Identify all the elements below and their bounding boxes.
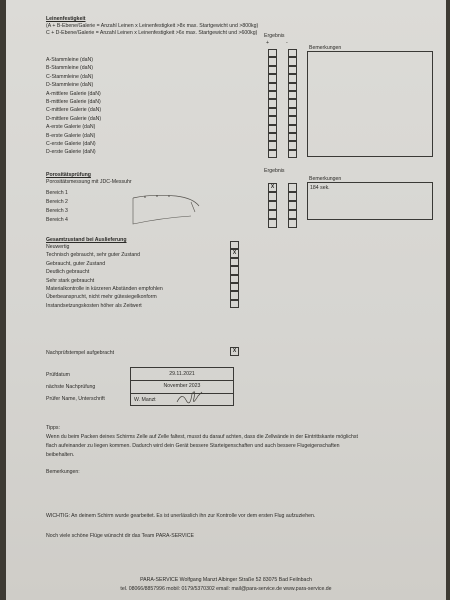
line-cell-col2-row5 <box>288 83 297 91</box>
wing-profile-sketch <box>131 188 203 228</box>
porosity-cell-col2-row4 <box>288 210 297 219</box>
line-item-8: D-mittlere Galerie (daN) <box>46 115 102 122</box>
condition-cell-col1-row8 <box>230 300 239 308</box>
condition-item-7: Überbeansprucht, nicht mehr gütesiegelkonform <box>46 294 157 301</box>
condition-cell-col1-row3 <box>230 258 239 266</box>
next-inspection-label: nächste Nachprüfung <box>46 384 96 390</box>
section-title-line-strength: Leinenfestigkeit <box>46 16 86 22</box>
line-cell-col2-row6 <box>288 91 297 99</box>
porosity-cell-col1-row4 <box>268 210 277 219</box>
porosity-cell-col1-row5 <box>268 219 277 228</box>
closing-text: Noch viele schöne Flüge wünscht dir das Team PARA-SERVICE <box>46 533 194 539</box>
line-item-4: D-Stammleine (daN) <box>46 82 94 89</box>
line-cell-col1-row7 <box>268 99 277 107</box>
tips-label: Tipps: <box>46 425 60 431</box>
line-item-5: A-mittlere Galerie (daN) <box>46 90 101 97</box>
porosity-area-4: Bereich 4 <box>46 217 68 223</box>
line-item-3: C-Stammleine (daN) <box>46 73 94 80</box>
inspection-report-page <box>6 0 446 600</box>
porosity-area-1: Bereich 1 <box>46 190 68 196</box>
condition-cell-col1-row5 <box>230 275 239 283</box>
line-cell-col2-row4 <box>288 74 297 82</box>
condition-cell-col1-row4 <box>230 266 239 274</box>
inspector-label: Prüfer Name, Unterschrift <box>46 396 105 402</box>
line-cell-col1-row6 <box>268 91 277 99</box>
line-cell-col2-row3 <box>288 66 297 74</box>
line-remarks-box <box>307 51 433 157</box>
porosity-cell-col1-row3 <box>268 201 277 210</box>
inspector-value: W. Manzt <box>134 397 156 403</box>
line-cell-col1-row1 <box>268 49 277 57</box>
line-cell-col2-row13 <box>288 150 297 158</box>
porosity-cell-col1-row2 <box>268 192 277 201</box>
result-header: Ergebnis <box>264 33 285 39</box>
porosity-mark: X <box>270 184 275 190</box>
line-cell-col1-row2 <box>268 57 277 65</box>
tips-line-3: beibehalten. <box>46 452 75 458</box>
header-line-2: C + D-Ebene/Galerie = Anzahl Leinen x Leinenfestigkeit >6x max. Startgewicht und >600kg) <box>46 30 258 36</box>
line-cell-col1-row5 <box>268 83 277 91</box>
remarks-header: Bemerkungen <box>309 45 342 51</box>
inspection-table-divider-1 <box>130 380 234 381</box>
condition-mark: X <box>232 250 237 256</box>
condition-item-1: Neuwertig <box>46 244 70 250</box>
tips-line-1: Wenn du beim Packen deines Schirms Zelle auf Zelle faltest, musst du darauf achten, dass die Zellwände in der Eintrittskante möglichst <box>46 434 358 440</box>
footer-line-1: PARA-SERVICE Wolfgang Manzt Albinger Straße 52 83075 Bad Feilnbach <box>140 577 312 583</box>
line-item-12: D-erste Galerie (daN) <box>46 149 96 156</box>
porosity-area-2: Bereich 2 <box>46 199 68 205</box>
next-inspection-value: November 2023 <box>163 383 201 389</box>
line-item-2: B-Stammleine (daN) <box>46 65 93 72</box>
line-item-1: A-Stammleine (daN) <box>46 57 93 63</box>
condition-cell-col1-row1 <box>230 241 239 249</box>
plus-header: + <box>266 40 270 46</box>
line-item-11: C-erste Galerie (daN) <box>46 141 96 147</box>
porosity-remarks-header: Bemerkungen <box>309 176 342 182</box>
line-cell-col1-row13 <box>268 150 277 158</box>
remarks-label: Bemerkungen: <box>46 469 80 475</box>
condition-cell-col1-row6 <box>230 283 239 291</box>
line-item-7: C-mittlere Galerie (daN) <box>46 107 102 114</box>
porosity-result-header: Ergebnis <box>264 168 285 174</box>
porosity-cell-col2-row1 <box>288 183 297 192</box>
line-cell-col1-row8 <box>268 108 277 116</box>
line-cell-col2-row10 <box>288 125 297 133</box>
signature-scribble <box>174 386 204 408</box>
line-cell-col1-row12 <box>268 141 277 149</box>
line-cell-col1-row4 <box>268 74 277 82</box>
section-title-condition: Gesamtzustand bei Auslieferung <box>46 237 127 243</box>
line-cell-col1-row3 <box>268 66 277 74</box>
line-cell-col2-row11 <box>288 133 297 141</box>
line-cell-col2-row12 <box>288 141 297 149</box>
header-line-1: (A + B-Ebene/Galerie = Anzahl Leinen x Leinenfestigkeit >8x max. Startgewicht und >800kg) <box>46 23 259 29</box>
footer-line-2: tel. 08066/8857996 mobil: 0179/5370302 email: mail@para-service.de www.para-service.de <box>120 586 332 592</box>
stamp-label: Nachprüfstempel aufgebracht <box>46 350 115 356</box>
porosity-cell-col2-row2 <box>288 192 297 201</box>
porosity-cell-col2-row3 <box>288 201 297 210</box>
porosity-remark-value: 184 sek. <box>310 185 330 191</box>
line-cell-col1-row10 <box>268 125 277 133</box>
stamp-mark: X <box>232 348 237 354</box>
condition-item-3: Gebraucht, guter Zustand <box>46 260 106 267</box>
porosity-area-3: Bereich 3 <box>46 208 68 214</box>
line-cell-col2-row7 <box>288 99 297 107</box>
line-item-9: A-erste Galerie (daN) <box>46 124 96 131</box>
condition-cell-col1-row7 <box>230 291 239 299</box>
line-cell-col1-row9 <box>268 116 277 124</box>
line-cell-col1-row11 <box>268 133 277 141</box>
line-cell-col2-row8 <box>288 108 297 116</box>
inspection-date-value: 29.11.2021 <box>169 371 195 377</box>
condition-item-2: Technisch gebraucht, sehr guter Zustand <box>46 252 141 259</box>
condition-item-6: Materialkontrolle in kürzeren Abständen empfohlen <box>46 286 163 292</box>
condition-item-5: Sehr stark gebraucht <box>46 277 95 284</box>
warning-text: WICHTIG: An deinem Schirm wurde gearbeitet. Es ist unerlässlich ihn zur Kontrolle vor dem ersten Flug aufzuziehen. <box>46 513 316 519</box>
condition-item-4: Deutlich gebraucht <box>46 269 90 276</box>
porosity-subtitle: Porositätsmessung mit JDC-Messuhr <box>46 179 132 185</box>
tips-line-2: flach aufeinander zu liegen kommen. Dadurch wird dein Gerät bessere Starteigenschaften und auch bessere Flugeigenschaften <box>46 443 340 449</box>
line-item-6: B-mittlere Galerie (daN) <box>46 99 101 105</box>
minus-header: - <box>286 40 288 46</box>
porosity-cell-col2-row5 <box>288 219 297 228</box>
line-cell-col2-row2 <box>288 57 297 65</box>
line-cell-col2-row9 <box>288 116 297 124</box>
section-title-porosity: Porositätsprüfung <box>46 172 91 178</box>
line-item-10: B-erste Galerie (daN) <box>46 132 96 139</box>
condition-item-8: Instandsetzungskosten höher als Zeitwert <box>46 302 142 309</box>
line-cell-col2-row1 <box>288 49 297 57</box>
inspection-date-label: Prüfdatum <box>46 372 70 378</box>
